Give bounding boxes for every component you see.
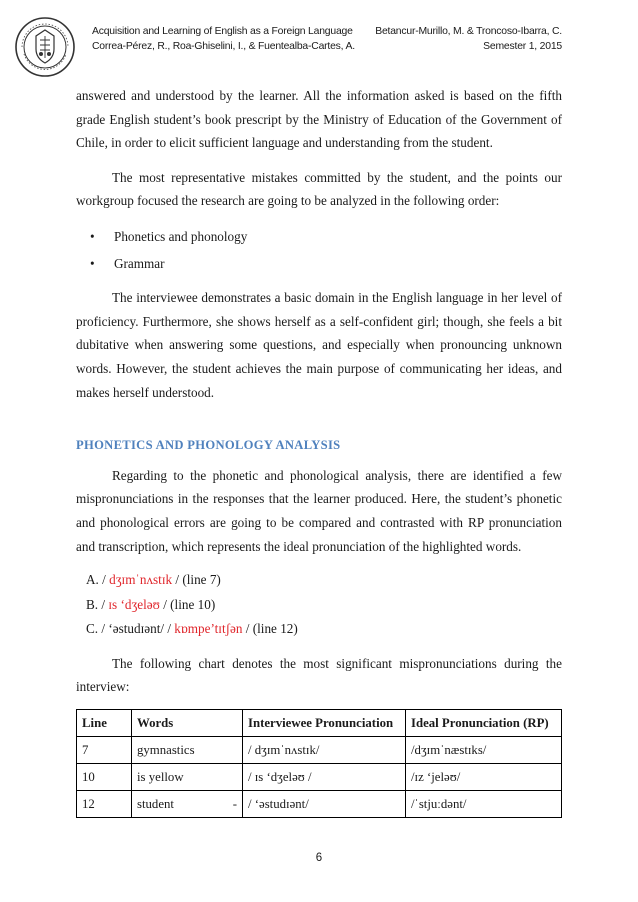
table-cell: 12 (77, 791, 132, 818)
table-header-row (77, 710, 562, 737)
paragraph-1: answered and understood by the learner. All the information asked is based on the fifth grade English student’s book prescript by the Ministry of Education of the Government of Chile, in order to elicit sufficient language and understanding from the student. (76, 88, 562, 151)
table-row (77, 764, 562, 791)
table-cell: / ɪs ‘dʒeləʊ / (243, 764, 406, 791)
list-letter: A. (86, 572, 99, 588)
list-item (76, 617, 562, 641)
table-cell: gymnastics (132, 737, 243, 764)
table-cell (132, 791, 243, 818)
list-suffix: / (line 10) (159, 596, 216, 612)
table-cell: /ɪz ‘jeləʊ/ (406, 764, 562, 791)
bullet-list (76, 225, 562, 275)
highlighted-transcription: dʒɪmˈnʌstɪk (109, 572, 173, 588)
table-cell: / ‘əstudɪənt/ (243, 791, 406, 818)
column-header-line: Line (77, 710, 132, 737)
university-seal-logo (14, 16, 76, 78)
paragraph-5: The following chart denotes the most significant mispronunciations during the interview: (76, 655, 562, 695)
bullet-item-grammar: • Grammar (76, 252, 562, 276)
table-cell: /dʒɪmˈnæstɪks/ (406, 737, 562, 764)
list-prefix: / (102, 572, 110, 588)
highlighted-transcription: kɒmpe’tɪtʃən (174, 621, 243, 637)
bullet-item-phonetics: • Phonetics and phonology (76, 225, 562, 249)
table-cell: 7 (77, 737, 132, 764)
header-course-title: Acquisition and Learning of English as a Foreign Language (92, 26, 353, 37)
running-header-right (375, 24, 562, 54)
table-cell: /ˈstjuːdənt/ (406, 791, 562, 818)
paragraph-4: Regarding to the phonetic and phonological analysis, there are identified a few mispronunciations in the responses that the learner produced. Here, the student’s phonetic and phonological errors are going to be compared and contrasted with RP pronunciation and transcription, which represents the ideal pronunciation of the highlighted words. (76, 467, 562, 554)
running-header-left (92, 24, 355, 54)
table-cell: / dʒɪmˈnʌstɪk/ (243, 737, 406, 764)
list-letter: C. (86, 621, 99, 637)
list-item (76, 593, 562, 617)
page-body (76, 84, 562, 818)
table-cell: 10 (77, 764, 132, 791)
page-number: 6 (315, 852, 323, 864)
list-prefix: / (101, 596, 109, 612)
list-suffix: / (line 12) (242, 621, 298, 637)
header-authors: Correa-Pérez, R., Roa-Ghiselini, I., & Fuentealba-Cartes, A. (92, 41, 355, 52)
list-suffix: / (line 7) (172, 572, 221, 588)
header-semester: Semester 1, 2015 (483, 41, 562, 52)
transcription-list (76, 568, 562, 641)
column-header-ideal: Ideal Pronunciation (RP) (406, 710, 562, 737)
highlighted-transcription: ɪs ‘dʒeləʊ (108, 596, 160, 612)
section-heading: PHONETICS AND PHONOLOGY ANALYSIS (76, 438, 341, 453)
table-row (77, 791, 562, 818)
list-letter: B. (86, 596, 99, 612)
column-header-interviewee: Interviewee Pronunciation (243, 710, 406, 737)
table-cell-dash: - (232, 797, 237, 812)
list-prefix: / ‘əstudɪənt/ / (101, 621, 175, 637)
table-cell: is yellow (132, 764, 243, 791)
paragraph-2: The most representative mistakes committed by the student, and the points our workgroup focused the research are going to be analyzed in the following order: (76, 169, 562, 209)
mispronunciation-table (76, 709, 562, 818)
table-row (77, 737, 562, 764)
paragraph-3: The interviewee demonstrates a basic domain in the English language in her level of proficiency. Furthermore, she shows herself as a self-confident girl; though, she feels a bit dubitative when answering some questions, and especially when pronouncing unknown words. However, the student achieves the main purpose of communicating her ideas, and makes herself understood. (76, 290, 562, 400)
column-header-words: Words (132, 710, 243, 737)
table-cell-word: student (137, 797, 174, 812)
header-authors-right: Betancur-Murillo, M. & Troncoso-Ibarra, C. (375, 26, 562, 37)
list-item (76, 568, 562, 592)
